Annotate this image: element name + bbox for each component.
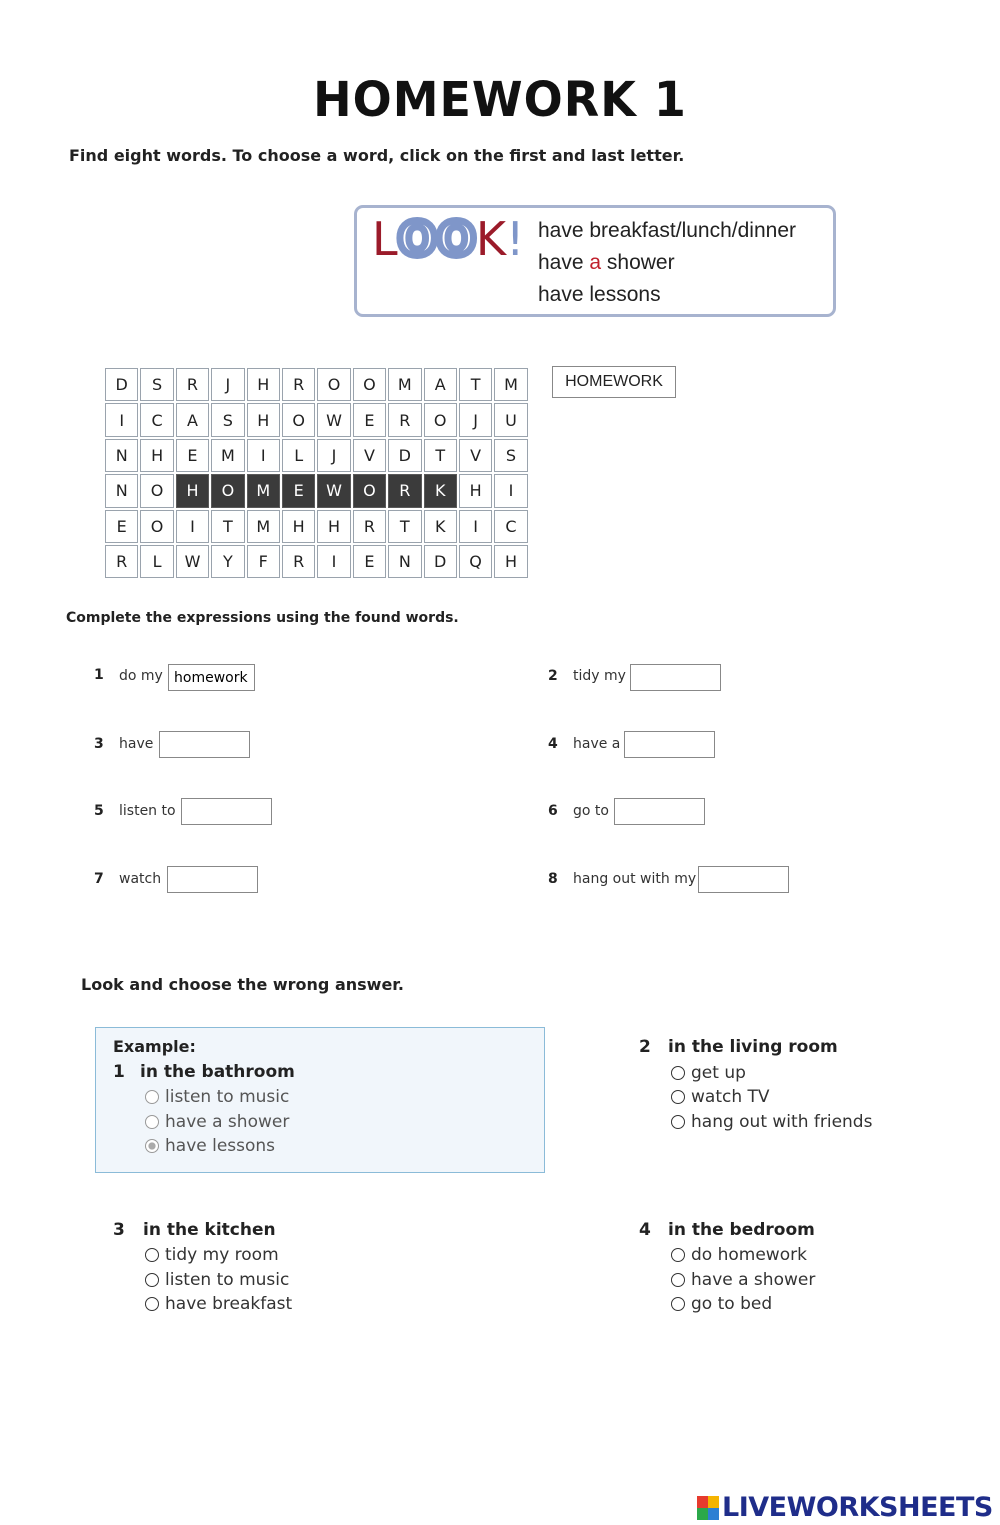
option[interactable]: have breakfast <box>145 1294 292 1314</box>
page-title: HOMEWORK 1 <box>313 70 687 128</box>
radio-button[interactable] <box>671 1248 685 1262</box>
grid-cell[interactable]: H <box>247 368 280 401</box>
question-heading: in the living room <box>668 1037 838 1057</box>
grid-cell[interactable]: U <box>494 403 527 436</box>
expression-label: go to <box>573 803 609 819</box>
expression-number: 1 <box>94 667 104 683</box>
grid-cell[interactable]: M <box>494 368 527 401</box>
radio-button[interactable] <box>671 1115 685 1129</box>
instruction-complete: Complete the expressions using the found words. <box>66 610 459 626</box>
radio-button[interactable] <box>145 1273 159 1287</box>
expression-input-8[interactable] <box>698 866 789 893</box>
grid-cell[interactable]: R <box>176 368 209 401</box>
expression-label: have <box>119 736 154 752</box>
option[interactable]: watch TV <box>671 1087 770 1107</box>
expression-label: watch <box>119 871 162 887</box>
question-heading: in the bedroom <box>668 1220 815 1240</box>
grid-cell[interactable]: T <box>459 368 492 401</box>
grid-cell[interactable]: D <box>424 545 457 578</box>
liveworksheets-icon <box>697 1496 719 1520</box>
grid-cell[interactable]: H <box>459 474 492 507</box>
option[interactable]: do homework <box>671 1245 807 1265</box>
brand-name: LIVEWORKSHEETS <box>722 1492 993 1523</box>
grid-cell[interactable]: O <box>140 510 173 543</box>
grid-cell[interactable]: O <box>140 474 173 507</box>
expression-input-3[interactable] <box>159 731 250 758</box>
grid-cell[interactable]: E <box>105 510 138 543</box>
grid-cell[interactable]: W <box>317 403 350 436</box>
expression-label: have a <box>573 736 621 752</box>
grid-cell[interactable]: N <box>388 545 421 578</box>
expression-label: tidy my <box>573 668 626 684</box>
grid-cell[interactable]: V <box>459 439 492 472</box>
expression-label: listen to <box>119 803 176 819</box>
grid-cell[interactable]: O <box>282 403 315 436</box>
grid-cell[interactable]: K <box>424 474 457 507</box>
radio-button[interactable] <box>671 1273 685 1287</box>
grid-cell[interactable]: H <box>176 474 209 507</box>
question-number: 2 <box>639 1037 651 1057</box>
liveworksheets-logo <box>697 1492 993 1523</box>
grid-cell[interactable]: E <box>353 545 386 578</box>
grid-cell[interactable]: A <box>176 403 209 436</box>
grid-cell[interactable]: I <box>105 403 138 436</box>
option: have a shower <box>145 1112 289 1132</box>
example-label: Example: <box>113 1037 196 1056</box>
grid-cell[interactable]: M <box>247 474 280 507</box>
option[interactable]: tidy my room <box>145 1245 279 1265</box>
grid-cell[interactable]: L <box>140 545 173 578</box>
radio-button <box>145 1090 159 1104</box>
grid-cell[interactable]: I <box>317 545 350 578</box>
grid-cell[interactable]: H <box>140 439 173 472</box>
expression-input-7[interactable] <box>167 866 258 893</box>
grid-cell[interactable]: O <box>353 368 386 401</box>
grid-cell[interactable]: R <box>282 545 315 578</box>
grid-cell[interactable]: J <box>317 439 350 472</box>
expression-input-2[interactable] <box>630 664 721 691</box>
question-number: 3 <box>113 1220 125 1240</box>
expression-number: 5 <box>94 803 104 819</box>
grid-cell[interactable]: N <box>105 439 138 472</box>
grid-cell[interactable]: Q <box>459 545 492 578</box>
instruction-find-words: Find eight words. To choose a word, click on the first and last letter. <box>69 146 685 165</box>
question-heading: in the bathroom <box>140 1062 295 1082</box>
grid-cell[interactable]: V <box>353 439 386 472</box>
expression-label: hang out with my <box>573 871 697 887</box>
grid-cell[interactable]: J <box>459 403 492 436</box>
look-line-2: have a shower <box>538 251 675 274</box>
grid-cell[interactable]: S <box>140 368 173 401</box>
radio-button[interactable] <box>671 1297 685 1311</box>
expression-number: 2 <box>548 668 558 684</box>
look-line-3: have lessons <box>538 283 661 306</box>
grid-cell[interactable]: T <box>388 510 421 543</box>
grid-cell[interactable]: O <box>317 368 350 401</box>
grid-cell[interactable]: O <box>353 474 386 507</box>
grid-cell[interactable]: L <box>282 439 315 472</box>
grid-cell[interactable]: H <box>317 510 350 543</box>
radio-button[interactable] <box>671 1066 685 1080</box>
grid-cell[interactable]: Y <box>211 545 244 578</box>
grid-cell[interactable]: H <box>247 403 280 436</box>
expression-input-5[interactable] <box>181 798 272 825</box>
grid-cell[interactable]: R <box>388 403 421 436</box>
grid-cell[interactable]: D <box>105 368 138 401</box>
option[interactable]: get up <box>671 1063 746 1083</box>
radio-button-checked <box>145 1139 159 1153</box>
grid-cell[interactable]: I <box>247 439 280 472</box>
found-word: HOMEWORK <box>552 366 676 398</box>
expression-label: do my <box>119 668 163 684</box>
grid-cell[interactable]: A <box>424 368 457 401</box>
grid-cell[interactable]: O <box>211 474 244 507</box>
question-number: 4 <box>639 1220 651 1240</box>
grid-cell[interactable]: R <box>388 474 421 507</box>
option[interactable]: listen to music <box>145 1270 289 1290</box>
grid-cell[interactable]: T <box>211 510 244 543</box>
grid-cell[interactable]: H <box>494 545 527 578</box>
grid-cell[interactable]: S <box>211 403 244 436</box>
grid-cell[interactable]: I <box>176 510 209 543</box>
look-logo: LOOK! <box>372 212 525 266</box>
option[interactable]: have a shower <box>671 1270 815 1290</box>
radio-button[interactable] <box>671 1090 685 1104</box>
grid-cell[interactable]: C <box>140 403 173 436</box>
grid-cell[interactable]: C <box>494 510 527 543</box>
grid-cell[interactable]: W <box>317 474 350 507</box>
look-line-1: have breakfast/lunch/dinner <box>538 219 796 242</box>
option: listen to music <box>145 1087 289 1107</box>
grid-cell[interactable]: O <box>424 403 457 436</box>
grid-cell[interactable]: I <box>459 510 492 543</box>
option[interactable]: go to bed <box>671 1294 772 1314</box>
grid-cell[interactable]: E <box>282 474 315 507</box>
grid-cell[interactable]: F <box>247 545 280 578</box>
radio-button <box>145 1115 159 1129</box>
grid-cell[interactable]: E <box>353 403 386 436</box>
grid-cell[interactable]: R <box>282 368 315 401</box>
grid-cell[interactable]: R <box>105 545 138 578</box>
expression-input-1[interactable] <box>168 664 255 691</box>
expression-input-4[interactable] <box>624 731 715 758</box>
expression-number: 4 <box>548 736 558 752</box>
option[interactable]: hang out with friends <box>671 1112 872 1132</box>
grid-cell[interactable]: K <box>424 510 457 543</box>
expression-number: 8 <box>548 871 558 887</box>
question-number: 1 <box>113 1062 125 1082</box>
grid-cell[interactable]: H <box>282 510 315 543</box>
instruction-choose-wrong: Look and choose the wrong answer. <box>81 975 404 994</box>
expression-number: 6 <box>548 803 558 819</box>
expression-number: 7 <box>94 871 104 887</box>
grid-cell[interactable]: M <box>247 510 280 543</box>
grid-cell[interactable]: E <box>176 439 209 472</box>
expression-number: 3 <box>94 736 104 752</box>
radio-button[interactable] <box>145 1297 159 1311</box>
grid-cell[interactable]: M <box>388 368 421 401</box>
grid-cell[interactable]: W <box>176 545 209 578</box>
grid-cell[interactable]: I <box>494 474 527 507</box>
grid-cell[interactable]: N <box>105 474 138 507</box>
radio-button[interactable] <box>145 1248 159 1262</box>
grid-cell[interactable]: J <box>211 368 244 401</box>
expression-1 <box>94 664 104 683</box>
question-heading: in the kitchen <box>143 1220 276 1240</box>
word-search-grid <box>104 367 529 579</box>
expression-input-6[interactable] <box>614 798 705 825</box>
grid-cell[interactable]: S <box>494 439 527 472</box>
grid-cell[interactable]: T <box>424 439 457 472</box>
grid-cell[interactable]: M <box>211 439 244 472</box>
grid-cell[interactable]: D <box>388 439 421 472</box>
option: have lessons <box>145 1136 275 1156</box>
grid-cell[interactable]: R <box>353 510 386 543</box>
